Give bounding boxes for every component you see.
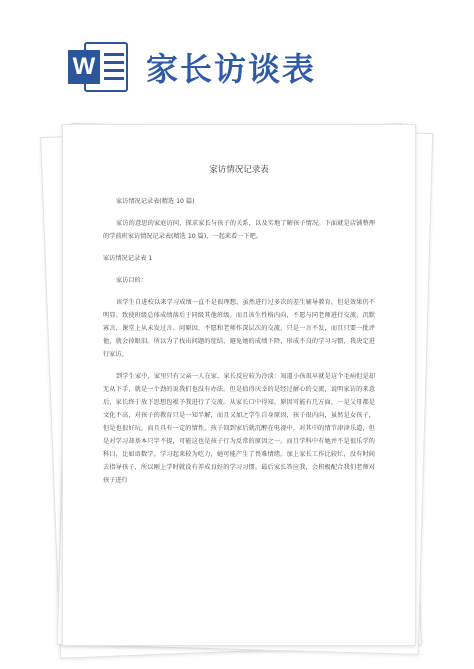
header	[0, 0, 474, 110]
section-heading: 家访情况记录表 1	[103, 255, 153, 262]
word-icon	[68, 38, 130, 96]
paragraph: 家访情况记录表(精选 10 篇)	[116, 198, 195, 205]
document-title: 家访情况记录表	[209, 165, 269, 175]
paragraph: 到学生家中，家里只有父亲一人在家，家长反应较为冷淡：知道小孩很早就是这个毛病但是却无从下手，就是一个劲的说我们也没有办法。但是值得庆幸的是经过耐心的交流，说明家访的来意后，家长终于放下思想包袱予我进行了交流。从家长口中得知，原因可能有几方面，一是父母都是文化不高，对孩子的教育只是一知半解，而且又加之学生自身原因，孩子很内向，虽然是女孩子，但是也很好玩，而且具有一定的情性。孩子回到家后就沉醉在电视中，对其中的情节津津乐道，但是对学习却基本只字不提，可能这也是孩子行为反常的原因之一。而且学科中有她并不是很乐学的科目，比如语数学。学习起来较为吃力，她可能产生了畏难情绪。加上家长工作比较忙，没有时间去指导孩子，所以刚上学时就没有养成良好的学习习惯。最后家长答应我，会积极配合我们老师对孩子进行	[103, 373, 375, 484]
paragraph: 家访目的：	[116, 277, 147, 284]
word-badge: W	[68, 50, 100, 84]
paragraph: 家访的意思的家庭访问、探求家长与孩子的关系，以及实地了解孩子情况。下面就是店铺整理的学前班家访情况记录表(精选 10 篇)，一起来看一下吧。	[103, 220, 375, 240]
paragraph: 该学生自进校以来学习成绩一直不是很理想，虽然进行过多次的差生辅导教育，但是效果仍不明显。致使班级总体成绩落后于同级其他班级。而且该生性格内向，不愿与同老师进行交流，沉默寡言，课堂上从未发过言。问原因，不愿和老师作深层次的交流，只是一言不发，而且只要一批评他，就会掉眼泪。所以为了找出问题的症结，避免她的成绩下降，形成不良的学习习惯，我决定进行家访。	[103, 299, 375, 358]
page-title: 家长访谈表	[146, 50, 317, 88]
document-page	[62, 124, 416, 646]
document-preview	[56, 124, 420, 654]
